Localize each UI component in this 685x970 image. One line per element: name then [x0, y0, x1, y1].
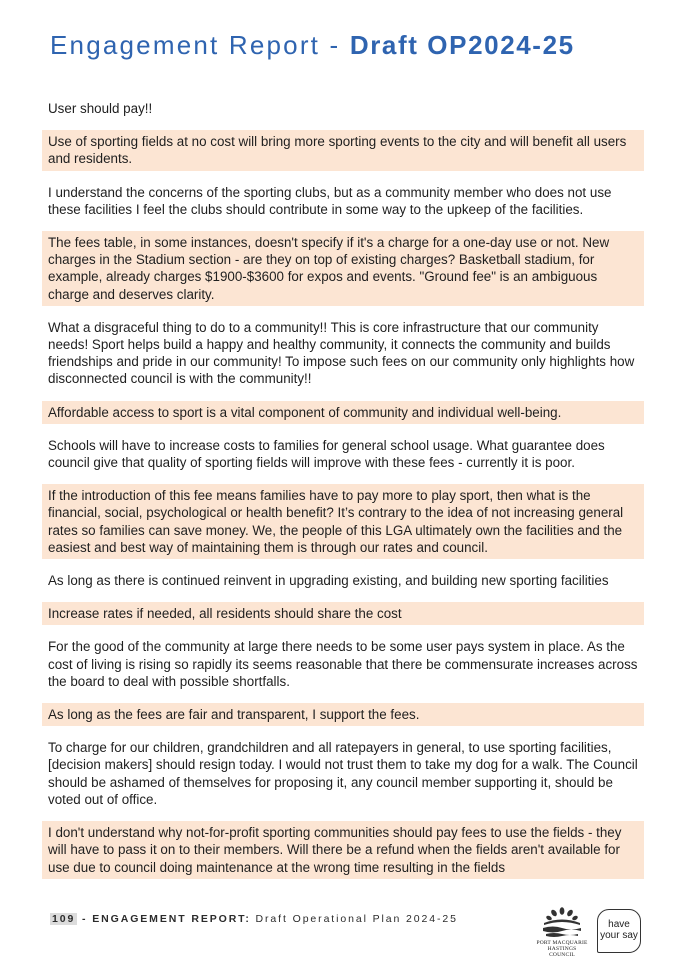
logo-text [534, 940, 590, 958]
page-number: 109 [52, 913, 76, 925]
have-your-say-badge [597, 909, 641, 953]
response-item: If the introduction of this fee means families have to pay more to play sport, then what is the financial, social, psychological or health benefit? It’s contrary to the idea of not increasing general rates so families can save money. We, the people of this LGA ultimately own the facilities and the easiest and best way of maintaining them is through our rates and council. [42, 484, 644, 559]
response-item: User should pay!! [48, 101, 153, 116]
council-logo-icon [540, 906, 584, 938]
title-prefix: Engagement Report - [50, 30, 350, 60]
response-item: As long as the fees are fair and transparent, I support the fees. [42, 703, 644, 726]
response-item: As long as there is continued reinvent in upgrading existing, and building new sporting facilities [48, 573, 609, 589]
logo-line-1: PORT MACQUARIE [536, 940, 588, 946]
footer-report-label: ENGAGEMENT REPORT: [92, 913, 251, 925]
response-item: Use of sporting fields at no cost will bring more sporting events to the city and will benefit all users and residents. [42, 130, 644, 170]
response-item: Schools will have to increase costs to families for general school usage. What guarantee does council give that quality of sporting fields will improve with these fees - currently it is poor. [48, 437, 605, 471]
title-draft: Draft OP2024-25 [349, 30, 575, 60]
response-item: Increase rates if needed, all residents should share the cost [42, 602, 644, 625]
badge-line-2: your say [600, 930, 638, 941]
responses-list [42, 96, 644, 889]
response-item: For the good of the community at large there needs to be some user pays system in place. As the cost of living is rising so rapidly its seems reasonable that there be commensurate increases across the board to deal with possible shortfalls. [48, 639, 638, 689]
response-item: To charge for our children, grandchildren and all ratepayers in general, to use sporting facilities, [decision makers] should resign today. I would not trust them to take my dog for a walk. The Council should be ashamed of themselves for proposing it, any council member supporting it, should be voted out of office. [48, 740, 638, 807]
response-item: Affordable access to sport is a vital component of community and individual well-being. [42, 401, 644, 424]
response-item: What a disgraceful thing to do to a community!! This is core infrastructure that our community needs! Sport helps build a happy and healthy community, it connects the community and builds friendships and pride in our community! To impose such fees on our community only highlights how disconnected council is with the community!! [48, 319, 635, 387]
response-item: The fees table, in some instances, doesn't specify if it's a charge for a one-day use or not. New charges in the Stadium section - are they on top of existing charges? Basketball stadium, for example, already charges $1900-$3600 for expos and events. "Ground fee" is an ambiguous charge and deserves clarity. [42, 231, 644, 306]
response-item: I don't understand why not-for-profit sporting communities should pay fees to use the fields - they will have to pass it on to their members. Will there be a refund when the fields aren't available for use due to council doing maintenance at the wrong time resulting in the fields [42, 821, 644, 879]
response-item: I understand the concerns of the sporting clubs, but as a community member who does not use these facilities I feel the clubs should contribute in some way to the upkeep of the facilities. [48, 184, 612, 217]
logo-line-2: HASTINGS COUNCIL [547, 946, 577, 958]
page-footer [50, 913, 458, 925]
footer-plan-name: Draft Operational Plan 2024-25 [250, 913, 458, 925]
council-logo [534, 906, 590, 962]
footer-separator: - [77, 913, 93, 925]
badge-line-1: have [608, 919, 630, 930]
page-title [50, 30, 575, 61]
